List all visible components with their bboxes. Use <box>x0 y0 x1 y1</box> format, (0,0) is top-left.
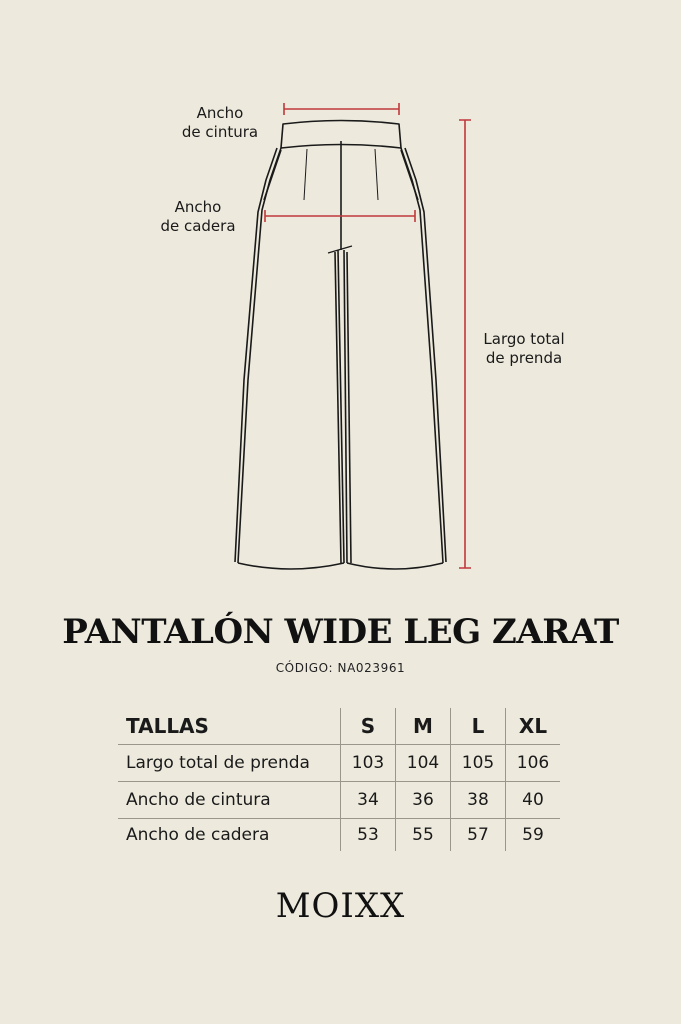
row-label: Ancho de cintura <box>118 782 341 819</box>
waist-label-line1: Ancho <box>196 104 244 122</box>
row-label: Ancho de cadera <box>126 825 270 845</box>
length-label-line1: Largo total <box>483 330 565 348</box>
cell-value: 38 <box>451 782 506 819</box>
cell-value: 103 <box>341 745 396 782</box>
size-s-header: S <box>341 708 396 745</box>
product-title: PANTALÓN WIDE LEG ZARAT <box>62 612 619 652</box>
size-l-header: L <box>451 708 506 745</box>
size-chart-table <box>118 708 560 851</box>
waist-label-line2: de cintura <box>181 123 259 141</box>
hip-width-label <box>148 198 248 236</box>
table-row <box>118 782 560 819</box>
table-row <box>118 819 560 852</box>
size-m-header: M <box>396 708 451 745</box>
sizes-header: TALLAS <box>118 708 341 745</box>
cell-value: 34 <box>341 782 396 819</box>
hip-label-line2: de cadera <box>160 217 236 235</box>
cell-value: 57 <box>451 819 506 852</box>
table-row <box>118 745 560 782</box>
cell-value: 40 <box>506 782 561 819</box>
cell-value: 59 <box>506 819 561 852</box>
cell-value: 36 <box>396 782 451 819</box>
waist-width-label <box>170 104 270 142</box>
cell-value: 104 <box>396 745 451 782</box>
brand-logo: MOIXX <box>275 886 406 926</box>
size-xl-header: XL <box>506 708 561 745</box>
row-label: Largo total de prenda <box>118 745 341 782</box>
length-label-line2: de prenda <box>485 349 563 367</box>
hip-label-line1: Ancho <box>174 198 222 216</box>
product-code: CÓDIGO: NA023961 <box>275 661 406 675</box>
cell-value: 106 <box>506 745 561 782</box>
size-header-row <box>118 708 560 745</box>
cell-value: 55 <box>396 819 451 852</box>
cell-value: 105 <box>451 745 506 782</box>
total-length-label <box>472 330 576 368</box>
cell-value: 53 <box>341 819 396 852</box>
